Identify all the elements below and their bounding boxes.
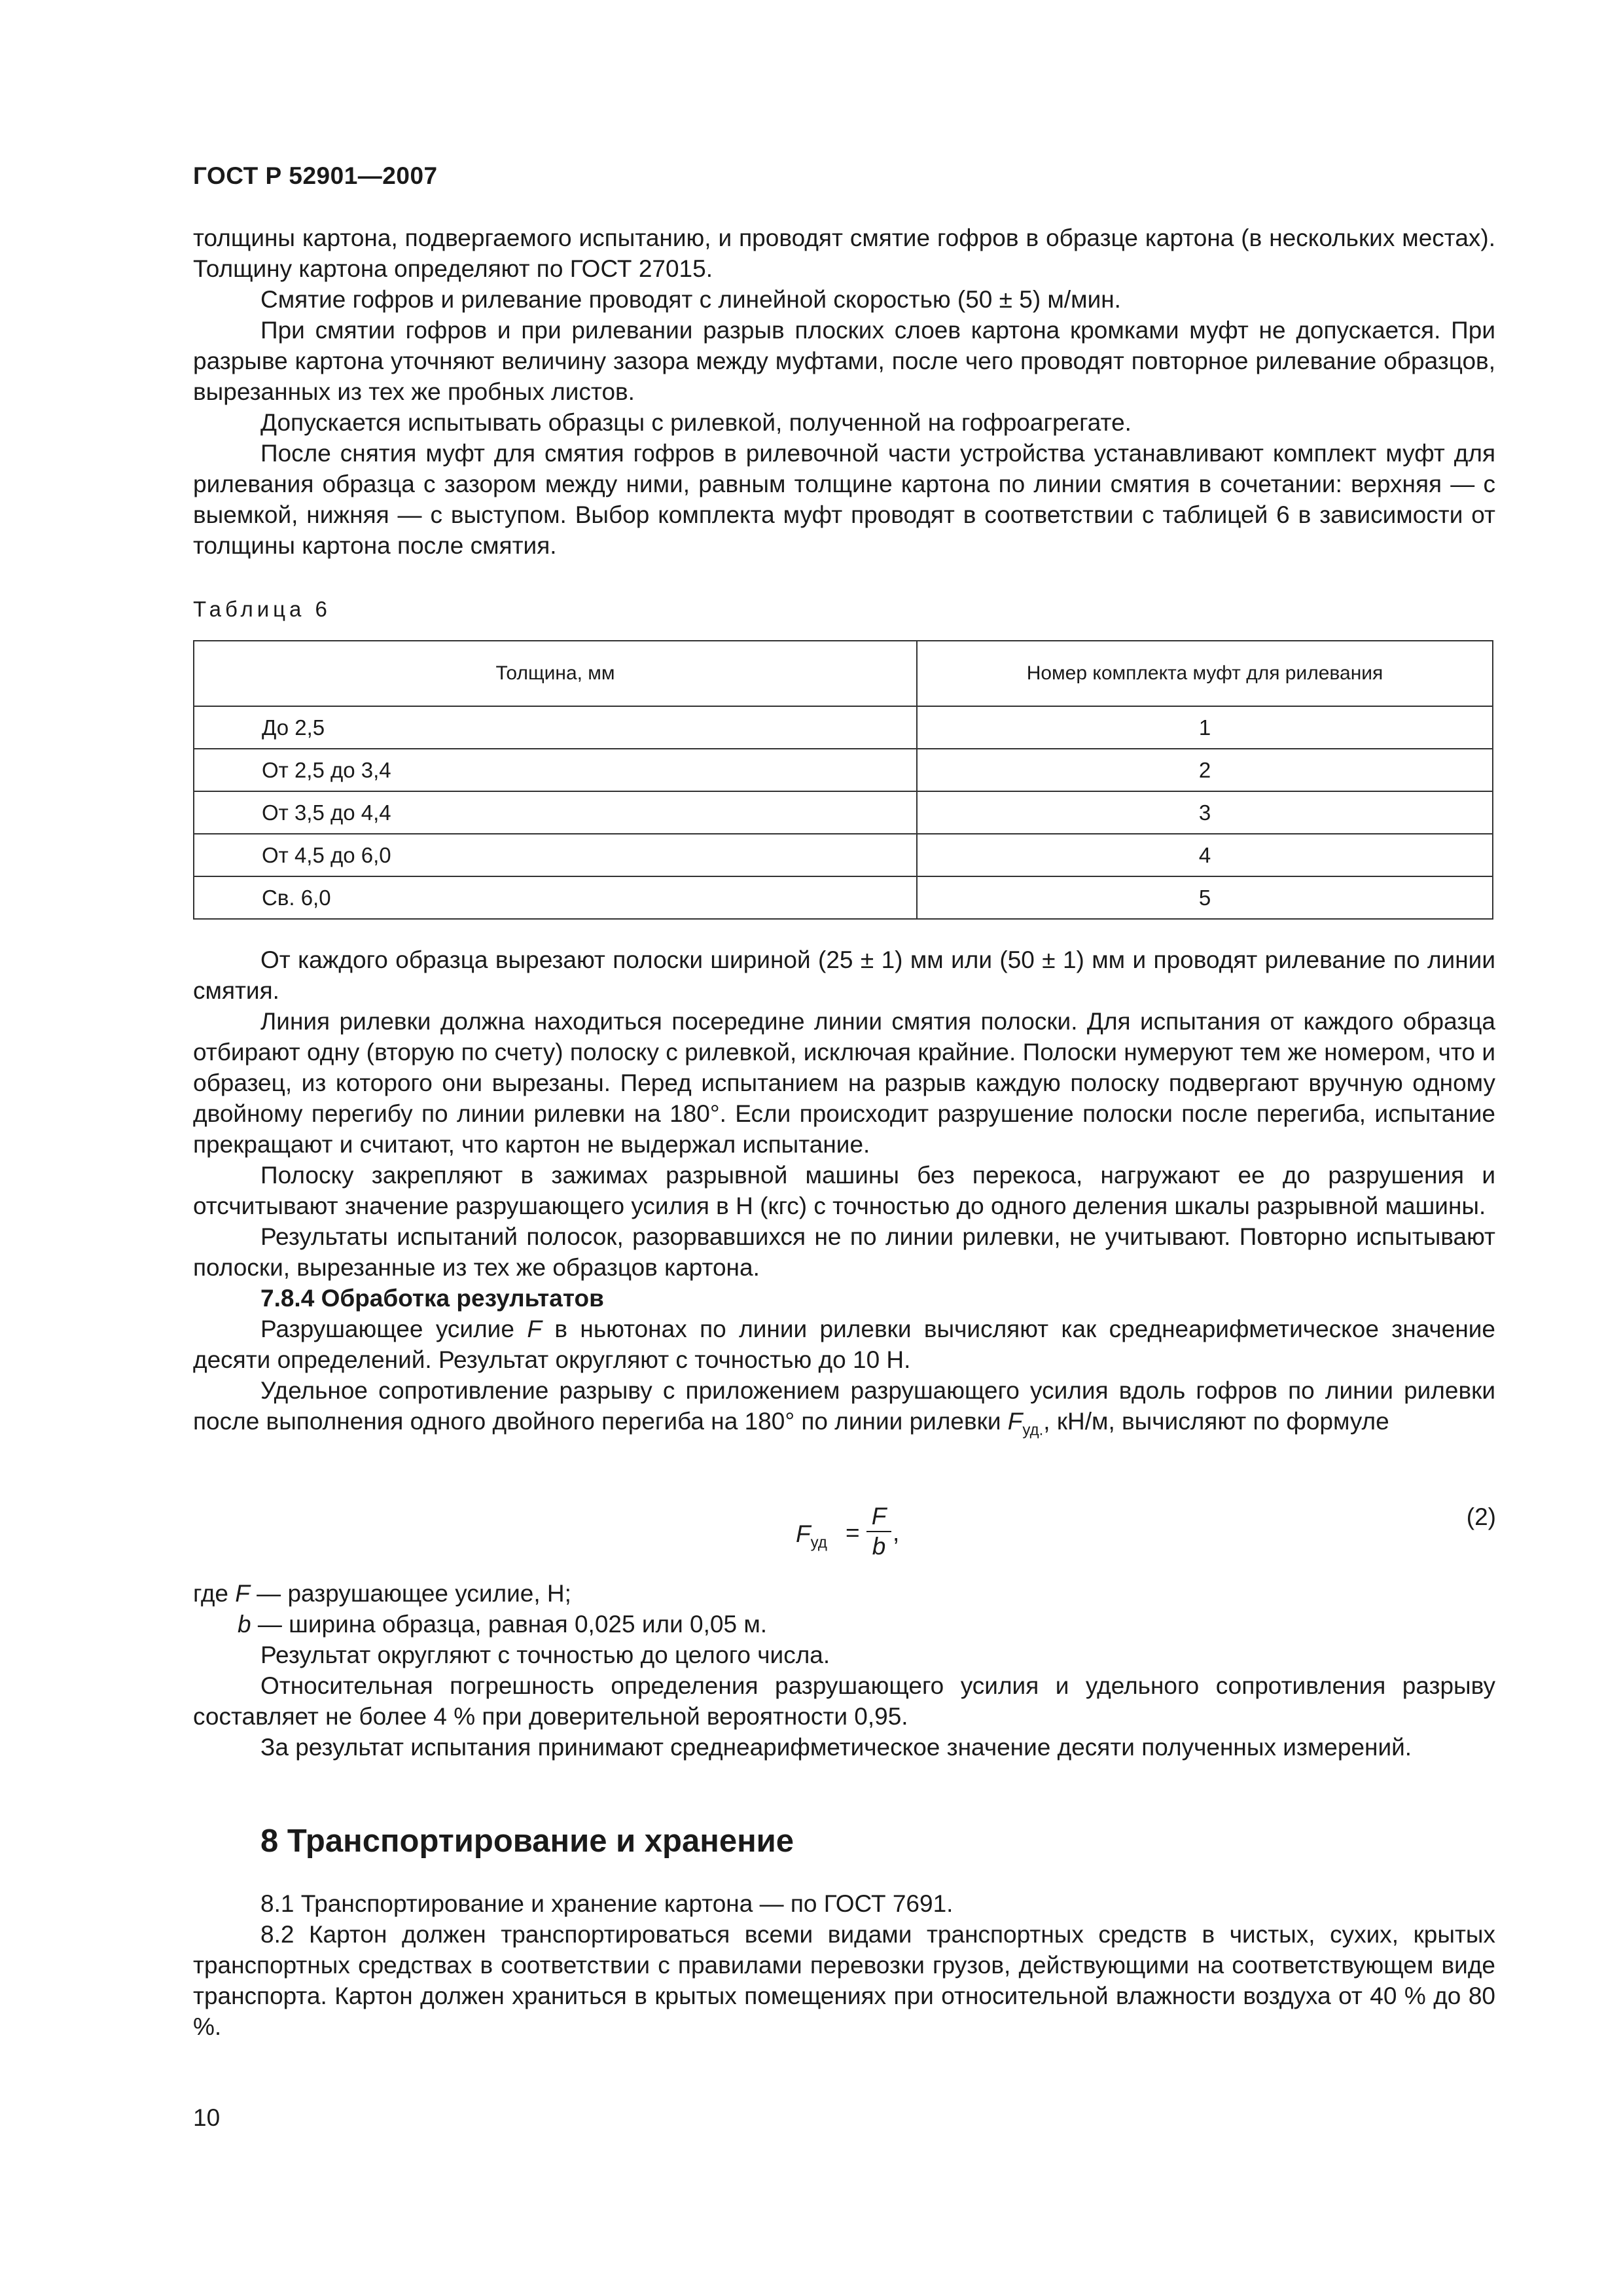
formula-variable: F [796,1520,811,1547]
paragraph: Результаты испытаний полосок, разорвавшихся не по линии рилевки, не учитывают. Повторно испытывают полоски, вырезанные из тех же образцов картона. [193,1223,1495,1281]
table-cell: 2 [917,749,1493,791]
formula-numerator: F [871,1503,887,1530]
text-run: Удельное сопротивление разрыву с приложением разрушающего усилия вдоль гофров по линии рилевки после выполнения одного двойного перегиба на 180° по линии рилевки [193,1377,1495,1435]
formula [796,1502,1496,1568]
table-row [194,791,1493,834]
table-row [194,706,1493,749]
table-header-cell: Толщина, мм [194,641,917,706]
table-cell: 4 [917,834,1493,876]
middle-text-block [193,944,1495,1445]
table-row [194,876,1493,919]
formula-trail: , [893,1519,900,1546]
paragraph [193,1375,1495,1445]
table-cell: От 4,5 до 6,0 [194,834,917,876]
paragraph: толщины картона, подвергаемого испытанию, и проводят смятие гофров в образце картона (в нескольких местах). Толщину картона определяют по ГОСТ 27015. [193,224,1495,282]
section8-text-block [193,1888,1495,2042]
paragraph: Результат округляют с точностью до целого числа. [260,1641,830,1668]
paragraph: При смятии гофров и при рилевании разрыв плоских слоев картона кромками муфт не допускается. При разрыве картона уточняют величину зазора между муфтами, после чего проводят повторное рилевание образцов, вырезанных из тех же пробных листов. [193,317,1495,405]
table-header-cell: Номер комплекта муфт для рилевания [917,641,1493,706]
formula-lhs [796,1520,827,1552]
top-text-block [193,223,1495,561]
text-run: в ньютонах по линии рилевки вычисляют как среднеарифметическое значение десяти определений. Результат округляют с точностью до 10 Н. [193,1316,1496,1373]
text-run: Разрушающее усилие [260,1316,527,1342]
text-run: — ширина образца, равная 0,025 или 0,05 м. [251,1611,768,1638]
legend-line [193,1609,1495,1640]
table-cell: Св. 6,0 [194,876,917,919]
variable: b [238,1611,251,1638]
variable: F [527,1316,542,1342]
page-number: 10 [193,2104,221,2131]
text-run: , кН/м, вычисляют по формуле [1043,1408,1389,1435]
document-header: ГОСТ Р 52901—2007 [193,162,438,189]
paragraph: 8.1 Транспортирование и хранение картона — по ГОСТ 7691. [260,1890,954,1917]
variable: F [235,1580,250,1607]
paragraph: Полоску закрепляют в зажимах разрывной машины без перекоса, нагружают ее до разрушения и отсчитывают значение разрушающего усилия в Н (кгс) с точностью до одного деления шкалы разрывной машины. [193,1162,1495,1219]
table-cell: 1 [917,706,1493,749]
paragraph [193,1314,1495,1375]
table-cell: От 3,5 до 4,4 [194,791,917,834]
paragraph: Линия рилевки должна находиться посередине линии смятия полоски. Для испытания от каждого образца отбирают одну (вторую по счету) полоску с рилевкой, исключая крайние. Полоски нумеруют тем же номером, что и образец, из которого они вырезаны. Перед испытанием на разрыв каждую полоску подвергают вручную одному двойному перегибу по линии рилевки на 180°. Если происходит разрушение полоски после перегиба, испытание прекращают и считают, что картон не выдержал испытание. [193,1008,1495,1158]
table-cell: 5 [917,876,1493,919]
legend-line [193,1578,1495,1609]
paragraph: От каждого образца вырезают полоски шириной (25 ± 1) мм или (50 ± 1) мм и проводят рилевание по линии смятия. [193,946,1495,1004]
text-run: — разрушающее усилие, Н; [249,1580,571,1607]
text-run: где [193,1580,236,1607]
variable: F [1007,1408,1023,1435]
paragraph: Относительная погрешность определения разрушающего усилия и удельного сопротивления разрыву составляет не более 4 % при доверительной вероятности 0,95. [193,1672,1495,1730]
paragraph: За результат испытания принимают среднеарифметическое значение десяти полученных измерений. [260,1734,1412,1761]
bottom-text-block [193,1640,1495,1763]
paragraph: 8.2 Картон должен транспортироваться всеми видами транспортных средств в чистых, сухих, крытых транспортных средствах в соответствии с правилами перевозки грузов, действующими на соответствующем виде транспорта. Картон должен храниться в крытых помещениях при относительной влажности воздуха от 40 % до 80 %. [193,1921,1495,2040]
paragraph: Смятие гофров и рилевание проводят с линейной скоростью (50 ± 5) м/мин. [260,286,1121,313]
paragraph: Допускается испытывать образцы с рилевкой, полученной на гофроагрегате. [260,409,1132,436]
subscript: уд. [1022,1421,1044,1439]
table-row [194,749,1493,791]
subsection-title: 7.8.4 Обработка результатов [260,1285,604,1312]
formula-denominator: b [872,1533,886,1560]
table-row [194,834,1493,876]
table-cell: От 2,5 до 3,4 [194,749,917,791]
table-cell: 3 [917,791,1493,834]
data-table [193,640,1493,920]
formula-fraction [866,1502,891,1561]
table-cell: До 2,5 [194,706,917,749]
table-header-row [194,641,1493,706]
formula-number: (2) [1466,1503,1496,1530]
section-title: 8 Транспортирование и хранение [260,1823,794,1859]
table-caption: Таблица 6 [193,597,331,621]
paragraph: После снятия муфт для смятия гофров в рилевочной части устройства устанавливают комплект муфт для рилевания образца с зазором между ними, равным толщине картона по линии смятия в сочетании: верхняя — с выемкой, нижняя — с выступом. Выбор комплекта муфт проводят в соответствии с таблицей 6 в зависимости от толщины картона после смятия. [193,440,1495,559]
formula-subscript: уд [810,1534,827,1552]
formula-legend [193,1578,1495,1640]
formula-equals: = [846,1519,860,1546]
